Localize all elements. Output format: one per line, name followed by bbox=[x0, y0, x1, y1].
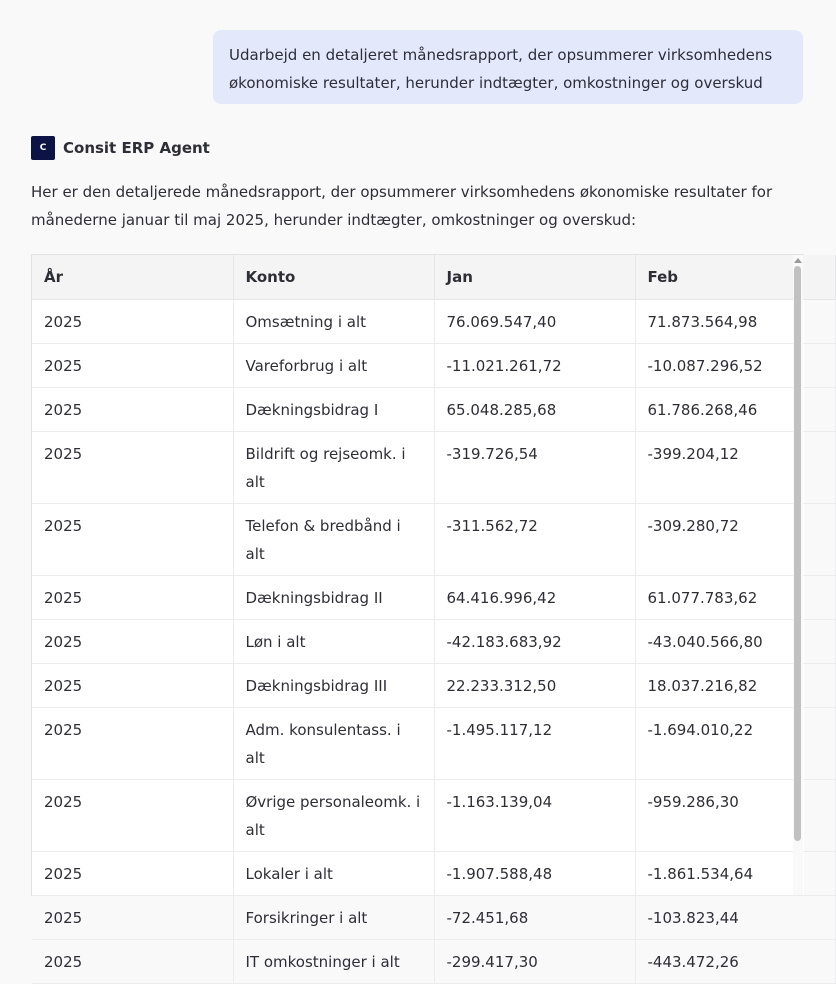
user-message-line: Udarbejd en detaljeret månedsrapport, der opsummerer virksomhedens bbox=[229, 46, 773, 64]
cell-feb: 61.077.783,62 bbox=[635, 575, 835, 619]
table-row bbox=[32, 779, 835, 851]
cell-year: 2025 bbox=[32, 431, 233, 503]
cell-account: Omsætning i alt bbox=[233, 299, 434, 343]
table-row bbox=[32, 939, 835, 983]
cell-feb: -309.280,72 bbox=[635, 503, 835, 575]
cell-feb: -959.286,30 bbox=[635, 779, 835, 851]
cell-year: 2025 bbox=[32, 575, 233, 619]
cell-year: 2025 bbox=[32, 619, 233, 663]
cell-year: 2025 bbox=[32, 851, 233, 895]
table-row bbox=[32, 663, 835, 707]
cell-account: Vareforbrug i alt bbox=[233, 343, 434, 387]
cell-jan: -311.562,72 bbox=[434, 503, 635, 575]
cell-jan: 76.069.547,40 bbox=[434, 299, 635, 343]
table-row bbox=[32, 895, 835, 939]
column-header-account: Konto bbox=[233, 255, 434, 299]
cell-year: 2025 bbox=[32, 895, 233, 939]
cell-year: 2025 bbox=[32, 939, 233, 983]
agent-header bbox=[31, 136, 210, 160]
cell-feb: -1.694.010,22 bbox=[635, 707, 835, 779]
table-row bbox=[32, 299, 835, 343]
cell-feb: -443.472,26 bbox=[635, 939, 835, 983]
table-row bbox=[32, 619, 835, 663]
table-header-row bbox=[32, 255, 835, 299]
cell-year: 2025 bbox=[32, 779, 233, 851]
table-row bbox=[32, 503, 835, 575]
table-row bbox=[32, 343, 835, 387]
cell-jan: -1.163.139,04 bbox=[434, 779, 635, 851]
scrollbar-thumb[interactable] bbox=[794, 266, 801, 841]
response-line: månederne januar til maj 2025, herunder indtægter, omkostninger og overskud: bbox=[31, 211, 637, 229]
table-row bbox=[32, 387, 835, 431]
cell-account: Bildrift og rejseomk. i alt bbox=[233, 431, 434, 503]
column-header-feb: Feb bbox=[635, 255, 835, 299]
table-row bbox=[32, 431, 835, 503]
cell-account: Dækningsbidrag I bbox=[233, 387, 434, 431]
cell-jan: -72.451,68 bbox=[434, 895, 635, 939]
agent-logo-icon: C bbox=[31, 136, 55, 160]
cell-year: 2025 bbox=[32, 503, 233, 575]
table-body bbox=[32, 299, 835, 983]
cell-jan: -1.495.117,12 bbox=[434, 707, 635, 779]
table-row bbox=[32, 575, 835, 619]
cell-feb: -1.861.534,64 bbox=[635, 851, 835, 895]
user-message-line: økonomiske resultater, herunder indtægter, omkostninger og overskud bbox=[229, 74, 763, 92]
cell-feb: 71.873.564,98 bbox=[635, 299, 835, 343]
agent-name: Consit ERP Agent bbox=[63, 139, 210, 157]
cell-year: 2025 bbox=[32, 343, 233, 387]
cell-account: Forsikringer i alt bbox=[233, 895, 434, 939]
cell-feb: -399.204,12 bbox=[635, 431, 835, 503]
cell-jan: -1.907.588,48 bbox=[434, 851, 635, 895]
column-header-jan: Jan bbox=[434, 255, 635, 299]
cell-jan: 65.048.285,68 bbox=[434, 387, 635, 431]
cell-account: Dækningsbidrag II bbox=[233, 575, 434, 619]
agent-response-text bbox=[31, 178, 791, 234]
response-line: Her er den detaljerede månedsrapport, der opsummerer virksomhedens økonomiske resultater for bbox=[31, 183, 773, 201]
cell-feb: 18.037.216,82 bbox=[635, 663, 835, 707]
table-row bbox=[32, 851, 835, 895]
table-row bbox=[32, 707, 835, 779]
report-table bbox=[32, 255, 836, 984]
scroll-up-arrow-icon[interactable] bbox=[794, 258, 802, 263]
cell-year: 2025 bbox=[32, 707, 233, 779]
cell-account: IT omkostninger i alt bbox=[233, 939, 434, 983]
cell-jan: -299.417,30 bbox=[434, 939, 635, 983]
cell-account: Øvrige personaleomk. i alt bbox=[233, 779, 434, 851]
user-message-bubble bbox=[213, 30, 803, 104]
cell-jan: -319.726,54 bbox=[434, 431, 635, 503]
cell-account: Lokaler i alt bbox=[233, 851, 434, 895]
cell-feb: -103.823,44 bbox=[635, 895, 835, 939]
cell-feb: -10.087.296,52 bbox=[635, 343, 835, 387]
column-header-year: År bbox=[32, 255, 233, 299]
cell-year: 2025 bbox=[32, 663, 233, 707]
cell-jan: 22.233.312,50 bbox=[434, 663, 635, 707]
cell-account: Dækningsbidrag III bbox=[233, 663, 434, 707]
cell-year: 2025 bbox=[32, 387, 233, 431]
cell-jan: -11.021.261,72 bbox=[434, 343, 635, 387]
cell-account: Telefon & bredbånd i alt bbox=[233, 503, 434, 575]
cell-jan: -42.183.683,92 bbox=[434, 619, 635, 663]
cell-account: Løn i alt bbox=[233, 619, 434, 663]
report-table-container[interactable] bbox=[31, 254, 804, 971]
cell-jan: 64.416.996,42 bbox=[434, 575, 635, 619]
cell-year: 2025 bbox=[32, 299, 233, 343]
table-scrollbar[interactable] bbox=[793, 255, 803, 895]
cell-feb: -43.040.566,80 bbox=[635, 619, 835, 663]
cell-account: Adm. konsulentass. i alt bbox=[233, 707, 434, 779]
cell-feb: 61.786.268,46 bbox=[635, 387, 835, 431]
